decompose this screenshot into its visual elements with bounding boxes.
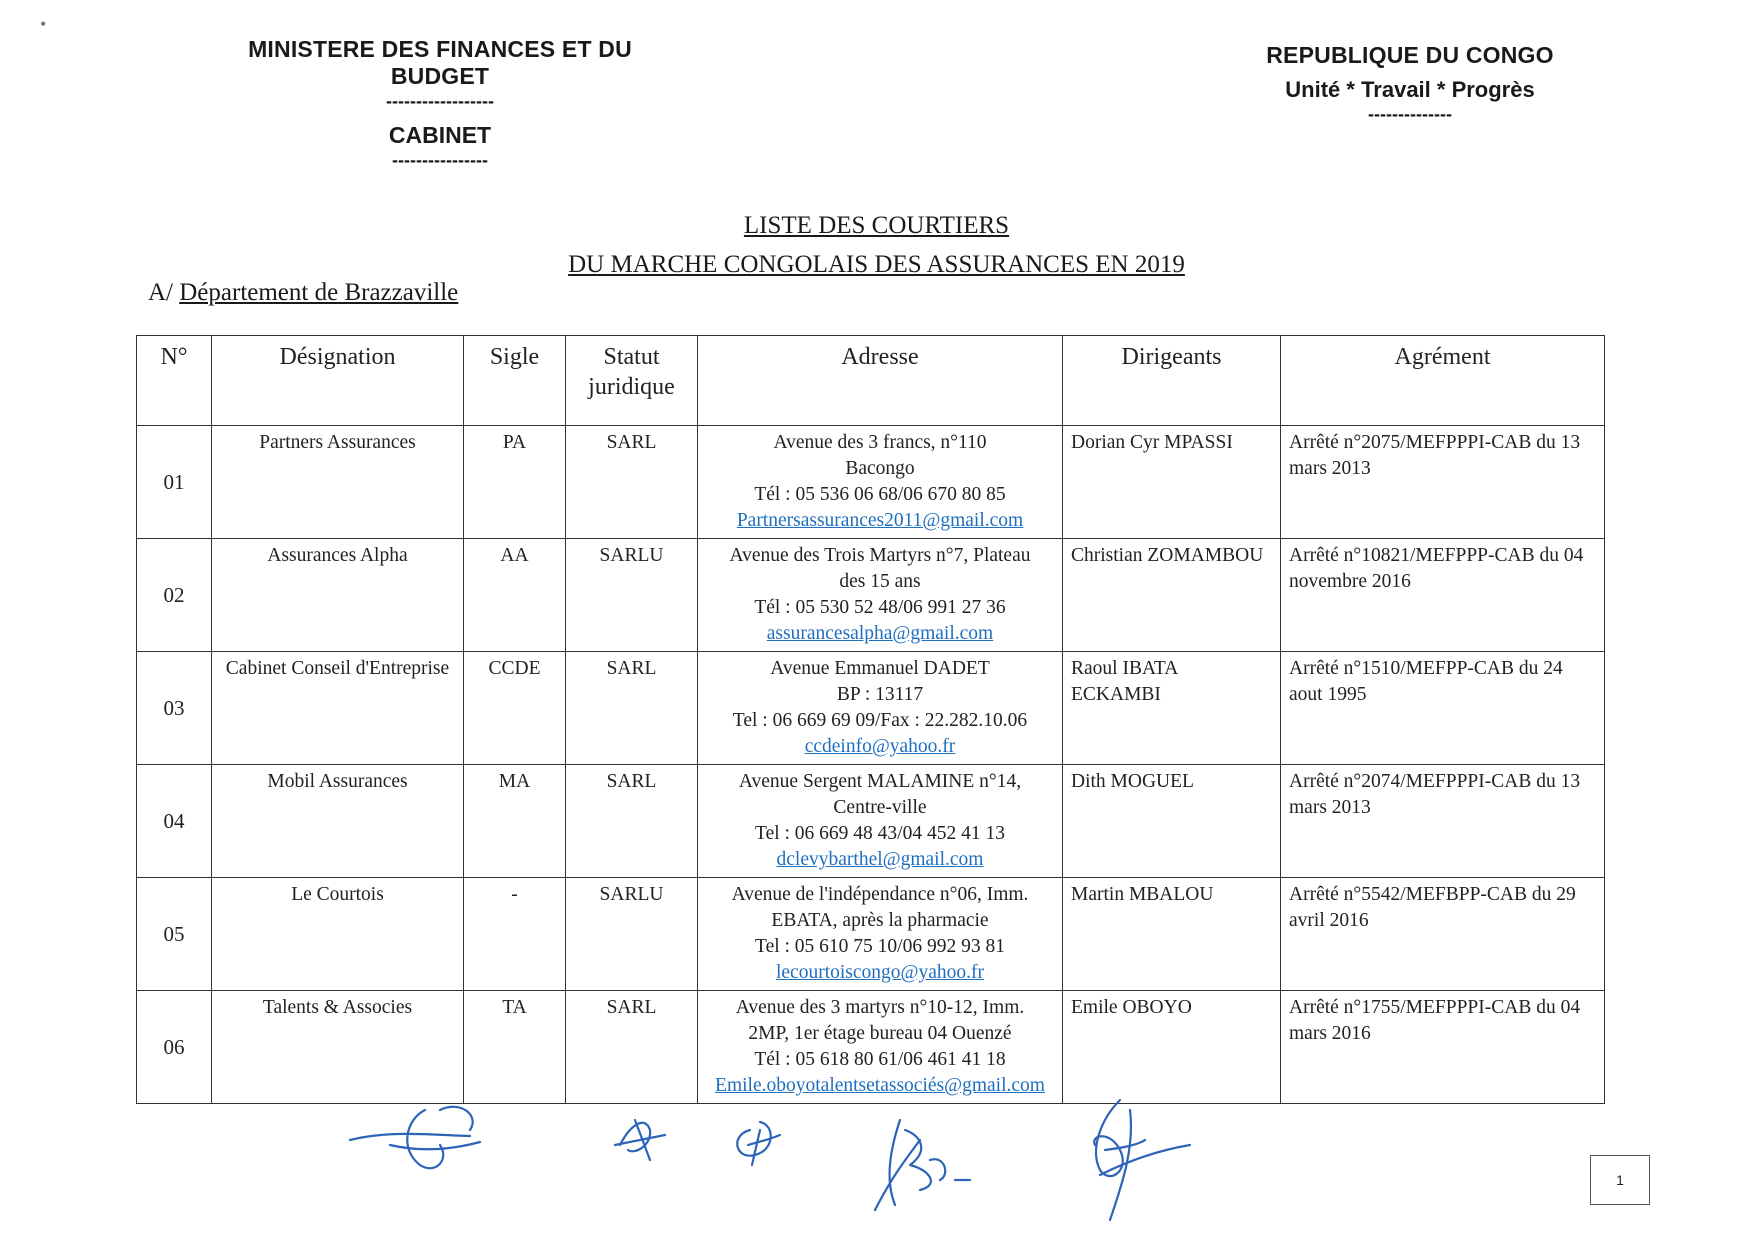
signature-5 <box>1094 1100 1190 1220</box>
email-link[interactable]: lecourtoiscongo@yahoo.fr <box>775 962 985 983</box>
address-line: Avenue Emmanuel DADET <box>770 658 990 679</box>
phone-line: Tel : 06 669 69 09/Fax : 22.282.10.06 <box>732 710 1028 731</box>
address-line: Avenue des Trois Martyrs n°7, Plateau <box>729 545 1031 566</box>
row-agrement: Arrêté n°2075/MEFPPPI-CAB du 13 mars 2013 <box>1281 426 1605 539</box>
col-header-designation: Désignation <box>212 336 464 426</box>
header-separator: -------------- <box>1368 104 1452 124</box>
department-heading <box>148 279 458 307</box>
col-header-dirigeants: Dirigeants <box>1063 336 1281 426</box>
table-row <box>137 878 1605 991</box>
signature-2 <box>615 1120 665 1160</box>
header-separator: ------------------ <box>386 91 494 111</box>
scan-mark: • <box>40 14 47 34</box>
row-adresse <box>698 991 1063 1104</box>
row-statut: SARLU <box>566 539 698 652</box>
row-number: 02 <box>137 539 212 652</box>
email-link[interactable]: assurancesalpha@gmail.com <box>766 623 994 644</box>
row-sigle: - <box>464 878 566 991</box>
cabinet-label: CABINET <box>388 122 492 148</box>
row-agrement: Arrêté n°10821/MEFPPP-CAB du 04 novembre 2016 <box>1281 539 1605 652</box>
row-agrement: Arrêté n°2074/MEFPPPI-CAB du 13 mars 2013 <box>1281 765 1605 878</box>
signature-4 <box>875 1120 970 1210</box>
page-number: 1 <box>1590 1155 1650 1205</box>
address-line: 2MP, 1er étage bureau 04 Ouenzé <box>748 1023 1012 1044</box>
address-line: Centre-ville <box>833 797 927 818</box>
department-prefix: A/ <box>148 279 173 306</box>
table-row <box>137 765 1605 878</box>
row-designation: Assurances Alpha <box>212 539 464 652</box>
row-dirigeants: Emile OBOYO <box>1063 991 1281 1104</box>
col-header-statut-line1: Statut <box>603 344 660 370</box>
row-agrement: Arrêté n°1755/MEFPPPI-CAB du 04 mars 2016 <box>1281 991 1605 1104</box>
row-number: 03 <box>137 652 212 765</box>
row-sigle: PA <box>464 426 566 539</box>
row-statut: SARL <box>566 765 698 878</box>
row-dirigeants: Dorian Cyr MPASSI <box>1063 426 1281 539</box>
table-row <box>137 426 1605 539</box>
country-name: REPUBLIQUE DU CONGO <box>1266 42 1554 68</box>
row-designation: Le Courtois <box>212 878 464 991</box>
row-sigle: AA <box>464 539 566 652</box>
phone-line: Tel : 05 610 75 10/06 992 93 81 <box>755 936 1005 957</box>
phone-line: Tel : 06 669 48 43/04 452 41 13 <box>755 823 1005 844</box>
country-motto: Unité * Travail * Progrès <box>1285 77 1535 102</box>
signature-1 <box>350 1107 480 1168</box>
row-dirigeants: Christian ZOMAMBOU <box>1063 539 1281 652</box>
email-link[interactable]: ccdeinfo@yahoo.fr <box>804 736 956 757</box>
address-line: Bacongo <box>845 458 915 479</box>
row-number: 06 <box>137 991 212 1104</box>
address-line: des 15 ans <box>839 571 921 592</box>
row-designation: Partners Assurances <box>212 426 464 539</box>
row-sigle: MA <box>464 765 566 878</box>
col-header-sigle: Sigle <box>464 336 566 426</box>
row-number: 01 <box>137 426 212 539</box>
document-title-line1: LISTE DES COURTIERS <box>743 212 1010 239</box>
row-statut: SARL <box>566 652 698 765</box>
address-line: EBATA, après la pharmacie <box>771 910 989 931</box>
address-line: BP : 13117 <box>836 684 924 705</box>
row-statut: SARLU <box>566 878 698 991</box>
col-header-statut-line2: juridique <box>588 374 675 400</box>
document-title-line2: DU MARCHE CONGOLAIS DES ASSURANCES EN 2019 <box>568 251 1185 278</box>
department-name: Département de Brazzaville <box>179 279 459 306</box>
col-header-agrement: Agrément <box>1281 336 1605 426</box>
row-designation: Talents & Associes <box>212 991 464 1104</box>
country-header <box>1240 42 1580 125</box>
email-link[interactable]: Emile.oboyotalentsetassociés@gmail.com <box>715 1075 1045 1096</box>
header-separator: ---------------- <box>392 150 488 170</box>
row-sigle: CCDE <box>464 652 566 765</box>
row-designation: Mobil Assurances <box>212 765 464 878</box>
address-line: Avenue Sergent MALAMINE n°14, <box>738 771 1022 792</box>
row-designation: Cabinet Conseil d'Entreprise <box>212 652 464 765</box>
phone-line: Tél : 05 530 52 48/06 991 27 36 <box>754 597 1006 618</box>
table-header-row <box>137 336 1605 426</box>
row-agrement: Arrêté n°5542/MEFBPP-CAB du 29 avril 2016 <box>1281 878 1605 991</box>
row-number: 04 <box>137 765 212 878</box>
row-adresse <box>698 652 1063 765</box>
email-link[interactable]: dclevybarthel@gmail.com <box>776 849 984 870</box>
brokers-table <box>136 335 1605 1104</box>
table-row <box>137 539 1605 652</box>
email-link[interactable]: Partnersassurances2011@gmail.com <box>736 510 1024 531</box>
col-header-num: N° <box>137 336 212 426</box>
row-adresse <box>698 426 1063 539</box>
ministry-name: MINISTERE DES FINANCES ET DU BUDGET <box>248 36 632 89</box>
table-row <box>137 991 1605 1104</box>
row-dirigeants: Raoul IBATA ECKAMBI <box>1063 652 1281 765</box>
col-header-statut <box>566 336 698 426</box>
address-line: Avenue des 3 francs, n°110 <box>773 432 987 453</box>
phone-line: Tél : 05 618 80 61/06 461 41 18 <box>754 1049 1006 1070</box>
row-adresse <box>698 878 1063 991</box>
row-sigle: TA <box>464 991 566 1104</box>
address-line: Avenue de l'indépendance n°06, Imm. <box>731 884 1029 905</box>
ministry-header <box>200 36 680 171</box>
signatures <box>330 1090 1230 1230</box>
row-statut: SARL <box>566 991 698 1104</box>
row-dirigeants: Martin MBALOU <box>1063 878 1281 991</box>
row-agrement: Arrêté n°1510/MEFPP-CAB du 24 aout 1995 <box>1281 652 1605 765</box>
row-adresse <box>698 539 1063 652</box>
table-row <box>137 652 1605 765</box>
row-adresse <box>698 765 1063 878</box>
col-header-adresse: Adresse <box>698 336 1063 426</box>
row-number: 05 <box>137 878 212 991</box>
address-line: Avenue des 3 martyrs n°10-12, Imm. <box>735 997 1025 1018</box>
phone-line: Tél : 05 536 06 68/06 670 80 85 <box>754 484 1006 505</box>
row-dirigeants: Dith MOGUEL <box>1063 765 1281 878</box>
signature-3 <box>737 1122 780 1165</box>
row-statut: SARL <box>566 426 698 539</box>
